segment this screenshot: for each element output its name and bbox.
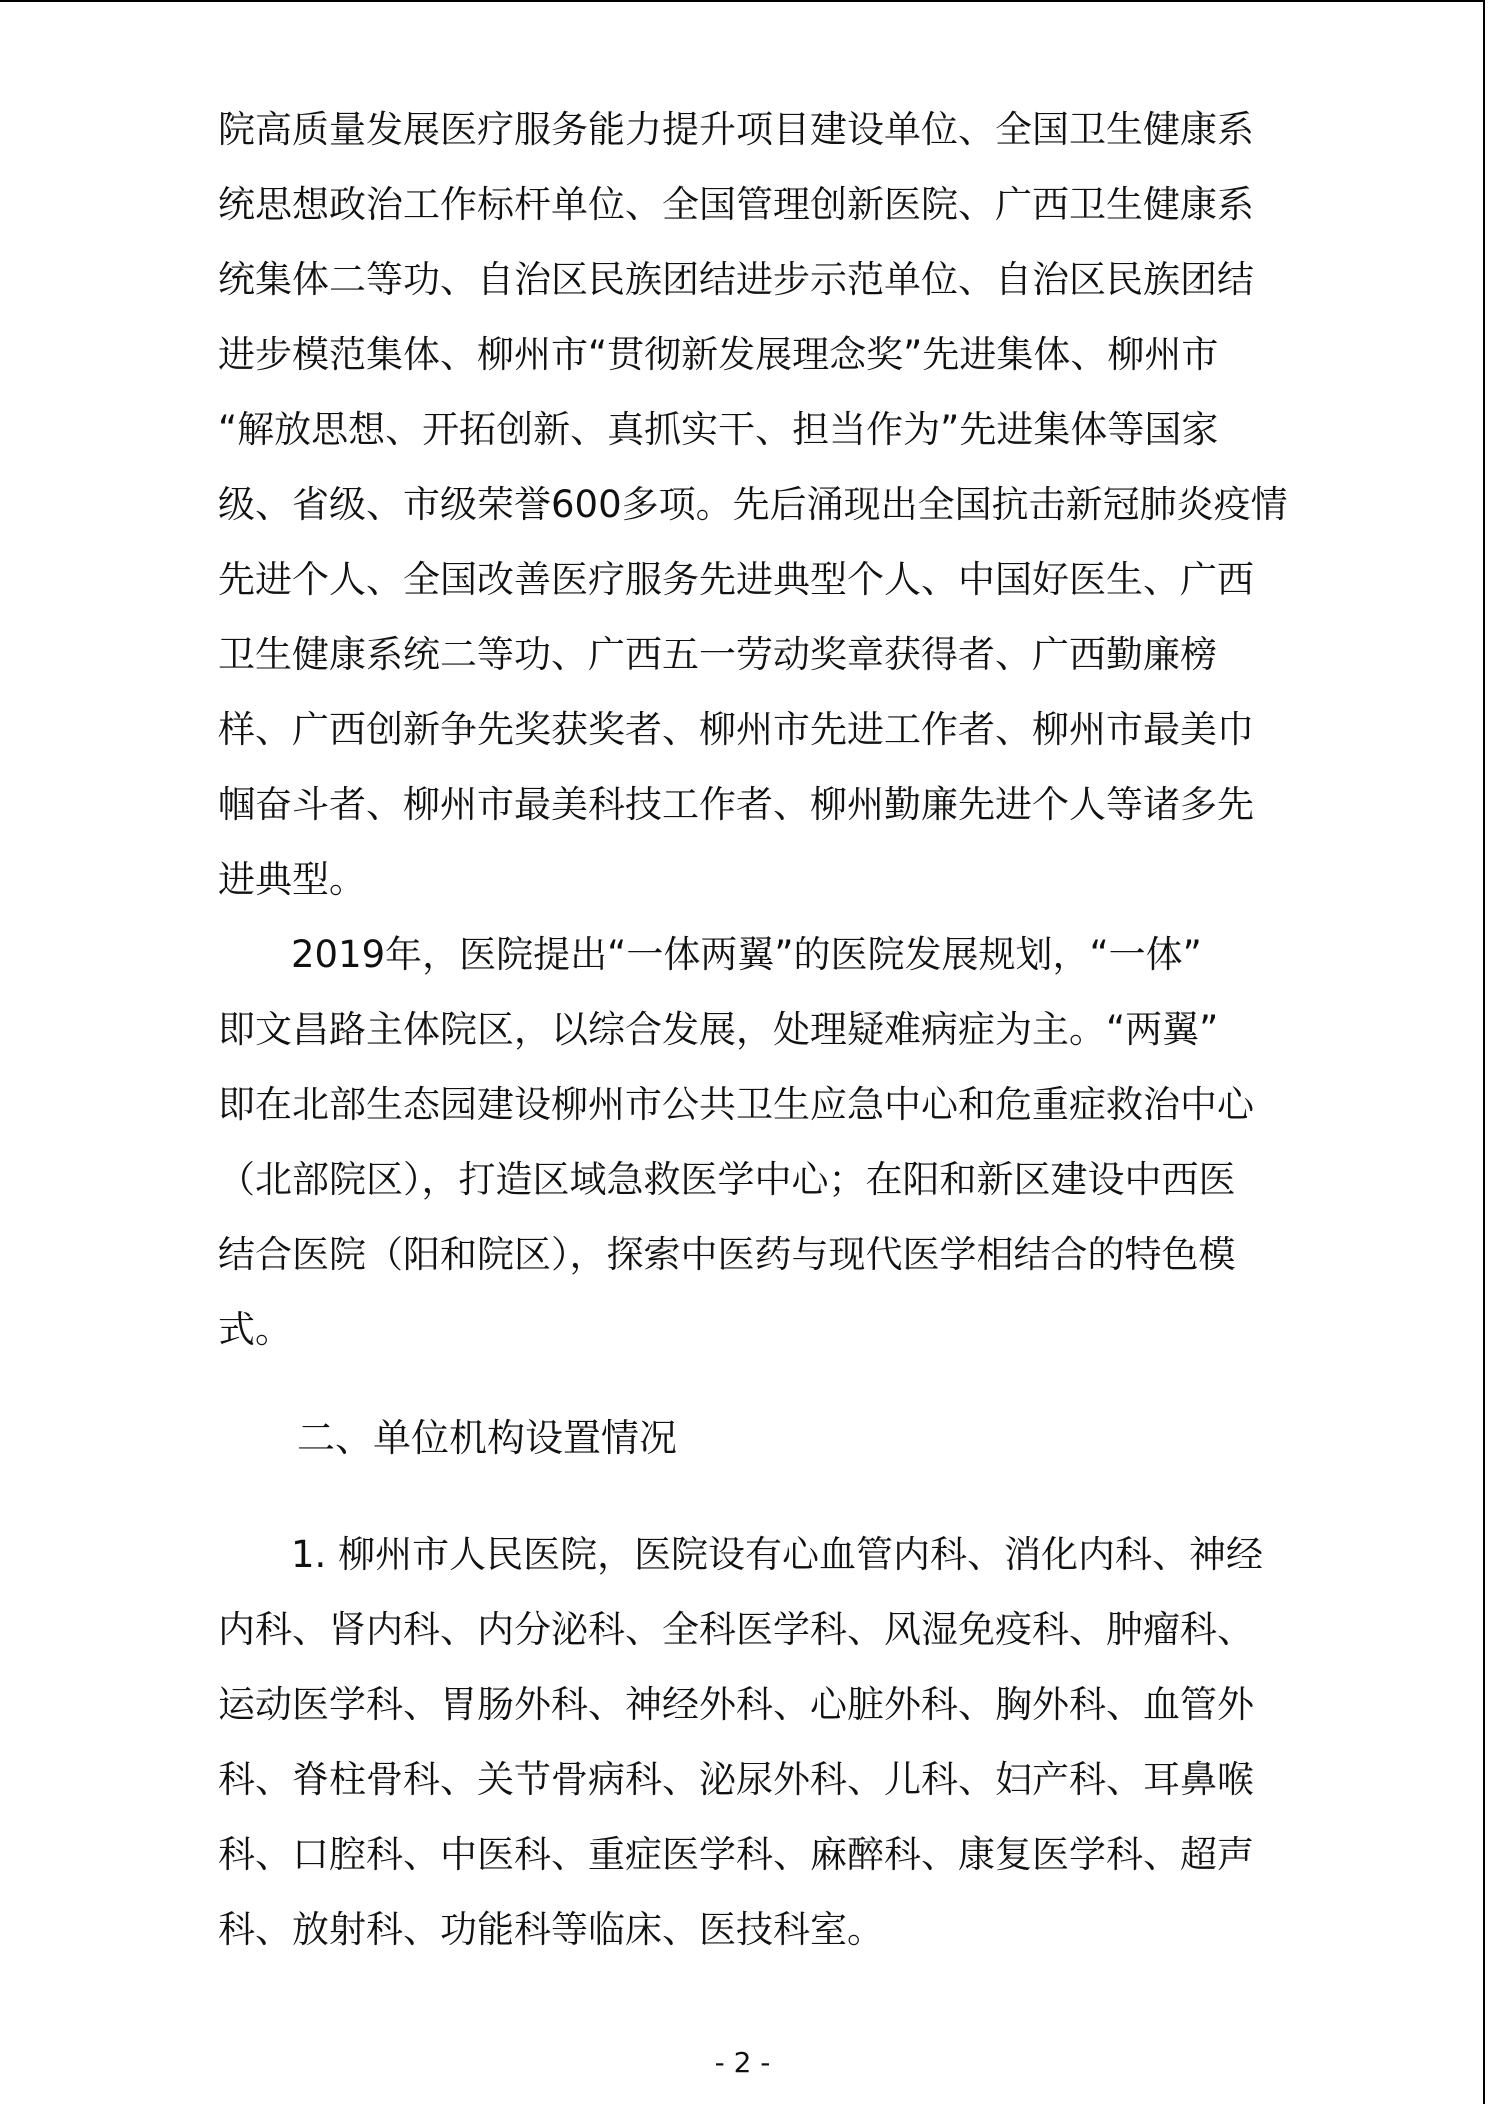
paragraph1-line: 帼奋斗者、柳州市最美科技工作者、柳州勤廉先进个人等诸多先 [218, 783, 1254, 826]
section-heading: 二、单位机构设置情况 [297, 1416, 678, 1460]
paragraph2-line: 结合医院（阳和院区），探索中医药与现代医学相结合的特色模 [218, 1233, 1236, 1276]
paragraph3-line: 科、口腔科、中医科、重症医学科、麻醉科、康复医学科、超声 [218, 1833, 1254, 1876]
paragraph1-line: 样、广西创新争先奖获奖者、柳州市先进工作者、柳州市最美巾 [218, 708, 1254, 751]
paragraph3-line: 1. 柳州市人民医院，医院设有心血管内科、消化内科、神经 [291, 1533, 1264, 1576]
paragraph1-line: 级、省级、市级荣誉600多项。先后涌现出全国抗击新冠肺炎疫情 [218, 483, 1288, 526]
paragraph3-line: 内科、肾内科、内分泌科、全科医学科、风湿免疫科、肿瘤科、 [218, 1608, 1254, 1651]
page-number: - 2 - [714, 2046, 771, 2079]
paragraph3-line: 运动医学科、胃肠外科、神经外科、心脏外科、胸外科、血管外 [218, 1683, 1254, 1726]
paragraph1-line: 统集体二等功、自治区民族团结进步示范单位、自治区民族团结 [218, 258, 1254, 301]
paragraph3-line: 科、放射科、功能科等临床、医技科室。 [218, 1908, 884, 1951]
paragraph1-line: 先进个人、全国改善医疗服务先进典型个人、中国好医生、广西 [218, 558, 1254, 601]
paragraph1-line: 院高质量发展医疗服务能力提升项目建设单位、全国卫生健康系 [218, 108, 1254, 151]
paragraph2-line: 即在北部生态园建设柳州市公共卫生应急中心和危重症救治中心 [218, 1083, 1254, 1126]
paragraph2-line: 即文昌路主体院区，以综合发展，处理疑难病症为主。“两翼” [218, 1008, 1219, 1051]
paragraph2-line: （北部院区），打造区域急救医学中心；在阳和新区建设中西医 [218, 1158, 1236, 1201]
paragraph1-line: “解放思想、开拓创新、真抓实干、担当作为”先进集体等国家 [218, 408, 1219, 451]
paragraph3-line: 科、脊柱骨科、关节骨病科、泌尿外科、儿科、妇产科、耳鼻喉 [218, 1758, 1254, 1801]
paragraph1-line: 统思想政治工作标杆单位、全国管理创新医院、广西卫生健康系 [218, 183, 1254, 226]
paragraph2-line: 2019年，医院提出“一体两翼”的医院发展规划，“一体” [291, 933, 1202, 976]
paragraph1-line: 卫生健康系统二等功、广西五一劳动奖章获得者、广西勤廉榜 [218, 633, 1217, 676]
paragraph1-line: 进步模范集体、柳州市“贯彻新发展理念奖”先进集体、柳州市 [218, 333, 1219, 376]
paragraph1-line: 进典型。 [218, 858, 366, 901]
paragraph2-line: 式。 [218, 1308, 292, 1351]
